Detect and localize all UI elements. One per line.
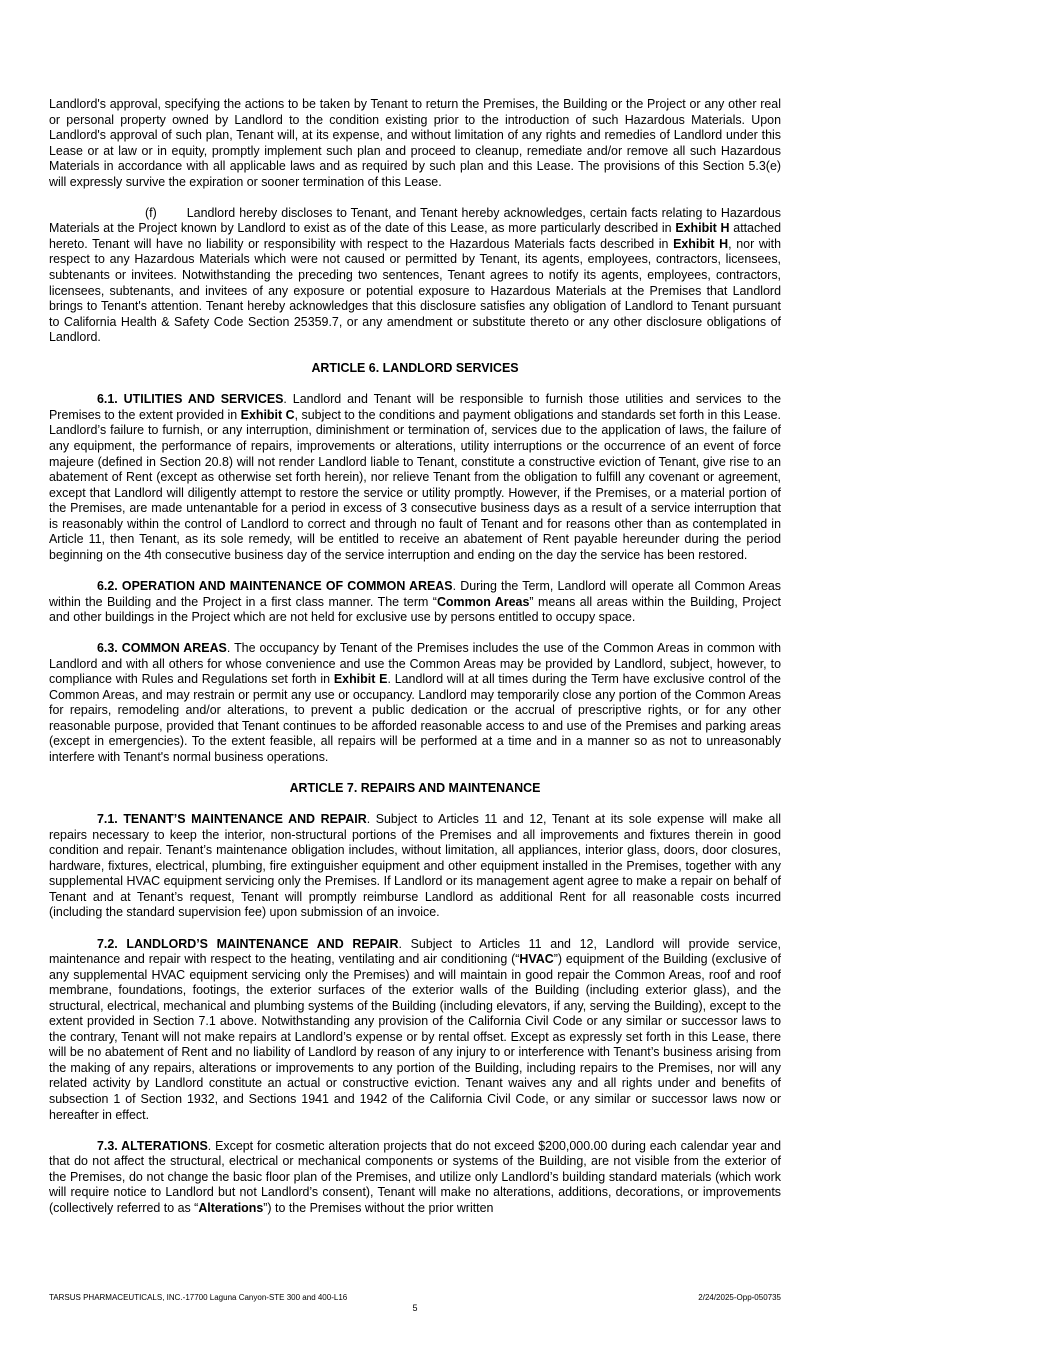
paragraph-5-3-f: (f) Landlord hereby discloses to Tenant, and Tenant hereby acknowledges, certain facts relating to Hazardous Materials at the Project known by Landlord to exist as of the date of this Lease, as more particularly described in Exhibit H attached hereto. Tenant will have no liability or responsibility with respect to the Hazardous Materials facts described in Exhibit H, nor with respect to any Hazardous Materials which were not caused or permitted by Tenant, its agents, employees, contractors, licensees, subtenants or invitees. Notwithstanding the preceding two sentences, Tenant agrees to notify its agents, employees, contractors, licensees, subtenants, and invitees of any exposure or potential exposure to Hazardous Materials at the Premises that Landlord brings to Tenant's attention. Tenant hereby acknowledges that this disclosure satisfies any obligation of Landlord to Tenant pursuant to California Health & Safety Code Section 25359.7, or any amendment or substitute thereto or any other disclosure obligations of Landlord. (49, 205, 781, 345)
article-7-heading: ARTICLE 7. REPAIRS AND MAINTENANCE (289, 781, 541, 796)
exhibit-e-ref: Exhibit E (333, 672, 388, 687)
footer-date-code: 2/24/2025-Opp-050735 (698, 1293, 781, 1302)
section-7-1-title: 7.1. TENANT’S MAINTENANCE AND REPAIR (97, 812, 367, 827)
exhibit-h-ref: Exhibit H (675, 221, 730, 236)
section-6-2-title: 6.2. OPERATION AND MAINTENANCE OF COMMON AREAS (97, 578, 453, 593)
section-7-1: 7.1. TENANT’S MAINTENANCE AND REPAIR. Subject to Articles 11 and 12, Tenant at its sole expense will make all repairs necessary to keep the interior, non-structural portions of the Premises and all improvements and fixtures therein in good condition and repair. Tenant’s maintenance obligation includes, without limitation, all appliances, interior glass, doors, door closures, hardware, fixtures, electrical, plumbing, fire extinguisher equipment and other equipment installed in the Premises, together with any supplemental HVAC equipment servicing only the Premises. If Landlord or its management agent agree to make a repair on behalf of Tenant and at Tenant’s request, Tenant will promptly reimburse Landlord as additional Rent for all reasonable costs incurred (including the standard supervision fee) upon submission of an invoice. (49, 812, 781, 920)
section-7-2-title: 7.2. LANDLORD’S MAINTENANCE AND REPAIR (97, 936, 399, 951)
section-7-2: 7.2. LANDLORD’S MAINTENANCE AND REPAIR. Subject to Articles 11 and 12, Landlord will provide service, maintenance and repair with respect to the heating, ventilating and air conditioning (“HVAC”) equipment of the Building (exclusive of any supplemental HVAC equipment servicing only the Premises) and will maintain in good repair the Common Areas, roof and roof membrane, foundations, footings, the exterior surfaces of the exterior walls of the Building (including exterior glass), and the structural, electrical, mechanical and plumbing systems of the Building (including elevators, if any, serving the Building), except to the extent provided in Section 7.1 above. Notwithstanding any provision of the California Civil Code or any similar or successor laws to the contrary, Tenant will not make repairs at Landlord’s expense or by rental offset. Except as expressly set forth in this Lease, there will be no abatement of Rent and no liability of Landlord by reason of any injury to or interference with Tenant’s business arising from the making of any repairs, alterations or improvements to any portion of the Building, including repairs to the Premises, nor will any related activity by Landlord constitute an actual or constructive eviction. Tenant waives any and all rights under and benefits of subsection 1 of Section 1932, and Sections 1941 and 1942 of the California Civil Code, or any similar or successor laws now or hereafter in effect. (49, 936, 781, 1122)
section-6-3: 6.3. COMMON AREAS. The occupancy by Tenant of the Premises includes the use of the Common Areas in common with Landlord and with all others for whose convenience and use the Common Areas may be provided by Landlord, subject, however, to compliance with Rules and Regulations set forth in Exhibit E. Landlord will at all times during the Term have exclusive control of the Common Areas, and may restrain or permit any use or occupancy. Landlord may temporarily close any portion of the Common Areas for repairs, remodeling and/or alterations, to prevent a public dedication or the accrual of prescriptive rights, or for any other reasonable purpose, provided that Tenant continues to be afforded reasonable access to and use of the Premises and parking areas (except in emergencies). To the extent feasible, all repairs will be performed at a time and in a manner so as not to unreasonably interfere with Tenant's normal business operations. (49, 641, 781, 764)
paragraph-hazmat-plan: Landlord's approval, specifying the actions to be taken by Tenant to return the Premises, the Building or the Project or any other real or personal property owned by Landlord to the condition existing prior to the introduction of such Hazardous Materials. Upon Landlord's approval of such plan, Tenant will, at its expense, and without limitation of any rights and remedies of Landlord under this Lease or at law or in equity, promptly implement such plan and proceed to cleanup, remediate and/or remove all such Hazardous Materials in accordance with all applicable laws and as required by such plan and this Lease. The provisions of this Section 5.3(e) will expressly survive the expiration or sooner termination of this Lease. (49, 97, 781, 189)
section-6-3-title: 6.3. COMMON AREAS (97, 641, 227, 656)
page-number: 5 (412, 1303, 418, 1313)
section-6-2: 6.2. OPERATION AND MAINTENANCE OF COMMON AREAS. During the Term, Landlord will operate all Common Areas within the Building and the Project in a first class manner. The term “Common Areas” means all areas within the Building, Project and other buildings in the Project which are not held for exclusive use by persons entitled to occupy space. (49, 578, 781, 625)
exhibit-h-ref-2: Exhibit H (673, 236, 729, 251)
hvac-term: HVAC (519, 952, 554, 967)
subsection-marker: (f) (145, 205, 157, 220)
section-6-1-title: 6.1. UTILITIES AND SERVICES (97, 392, 284, 407)
article-6-heading: ARTICLE 6. LANDLORD SERVICES (311, 361, 519, 376)
alterations-term: Alterations (198, 1200, 264, 1215)
document-body (49, 97, 781, 1232)
footer-document-id: TARSUS PHARMACEUTICALS, INC.-17700 Laguna Canyon-STE 300 and 400-L16 (49, 1293, 348, 1302)
common-areas-term: Common Areas (436, 594, 530, 609)
section-7-3-title: 7.3. ALTERATIONS (97, 1138, 208, 1153)
exhibit-c-ref: Exhibit C (240, 407, 295, 422)
section-6-1: 6.1. UTILITIES AND SERVICES. Landlord and Tenant will be responsible to furnish those utilities and services to the Premises to the extent provided in Exhibit C, subject to the conditions and payment obligations and standards set forth in this Lease. Landlord’s failure to furnish, or any interruption, diminishment or termination of, services due to the application of laws, the failure of any equipment, the performance of repairs, improvements or alterations, utility interruptions or the occurrence of an event of force majeure (defined in Section 20.8) will not render Landlord liable to Tenant, constitute a constructive eviction of Tenant, give rise to an abatement of Rent (except as otherwise set forth herein), nor relieve Tenant from the obligation to fulfill any covenant or agreement, except that Landlord will diligently attempt to restore the service or utility promptly. However, if the Premises, or a material portion of the Premises, are made untenantable for a period in excess of 3 consecutive business days as a result of a service interruption that is reasonably within the control of Landlord to correct and through no fault of Tenant and for reasons other than as contemplated in Article 11, then Tenant, as its sole remedy, will be entitled to receive an abatement of Rent payable hereunder during the period beginning on the 4th consecutive business day of the service interruption and ending on the day the service has been restored. (49, 392, 782, 562)
section-7-3: 7.3. ALTERATIONS. Except for cosmetic alteration projects that do not exceed $200,000.00 during each calendar year and that do not affect the structural, electrical or mechanical components or systems of the Building, are not visible from the exterior of the Premises, do not change the basic floor plan of the Premises, and utilize only Landlord’s building standard materials (which work will require notice to Landlord but not Landlord’s consent), Tenant will make no alterations, additions, decorations, or improvements (collectively referred to as “Alterations”) to the Premises without the prior written (49, 1138, 782, 1215)
